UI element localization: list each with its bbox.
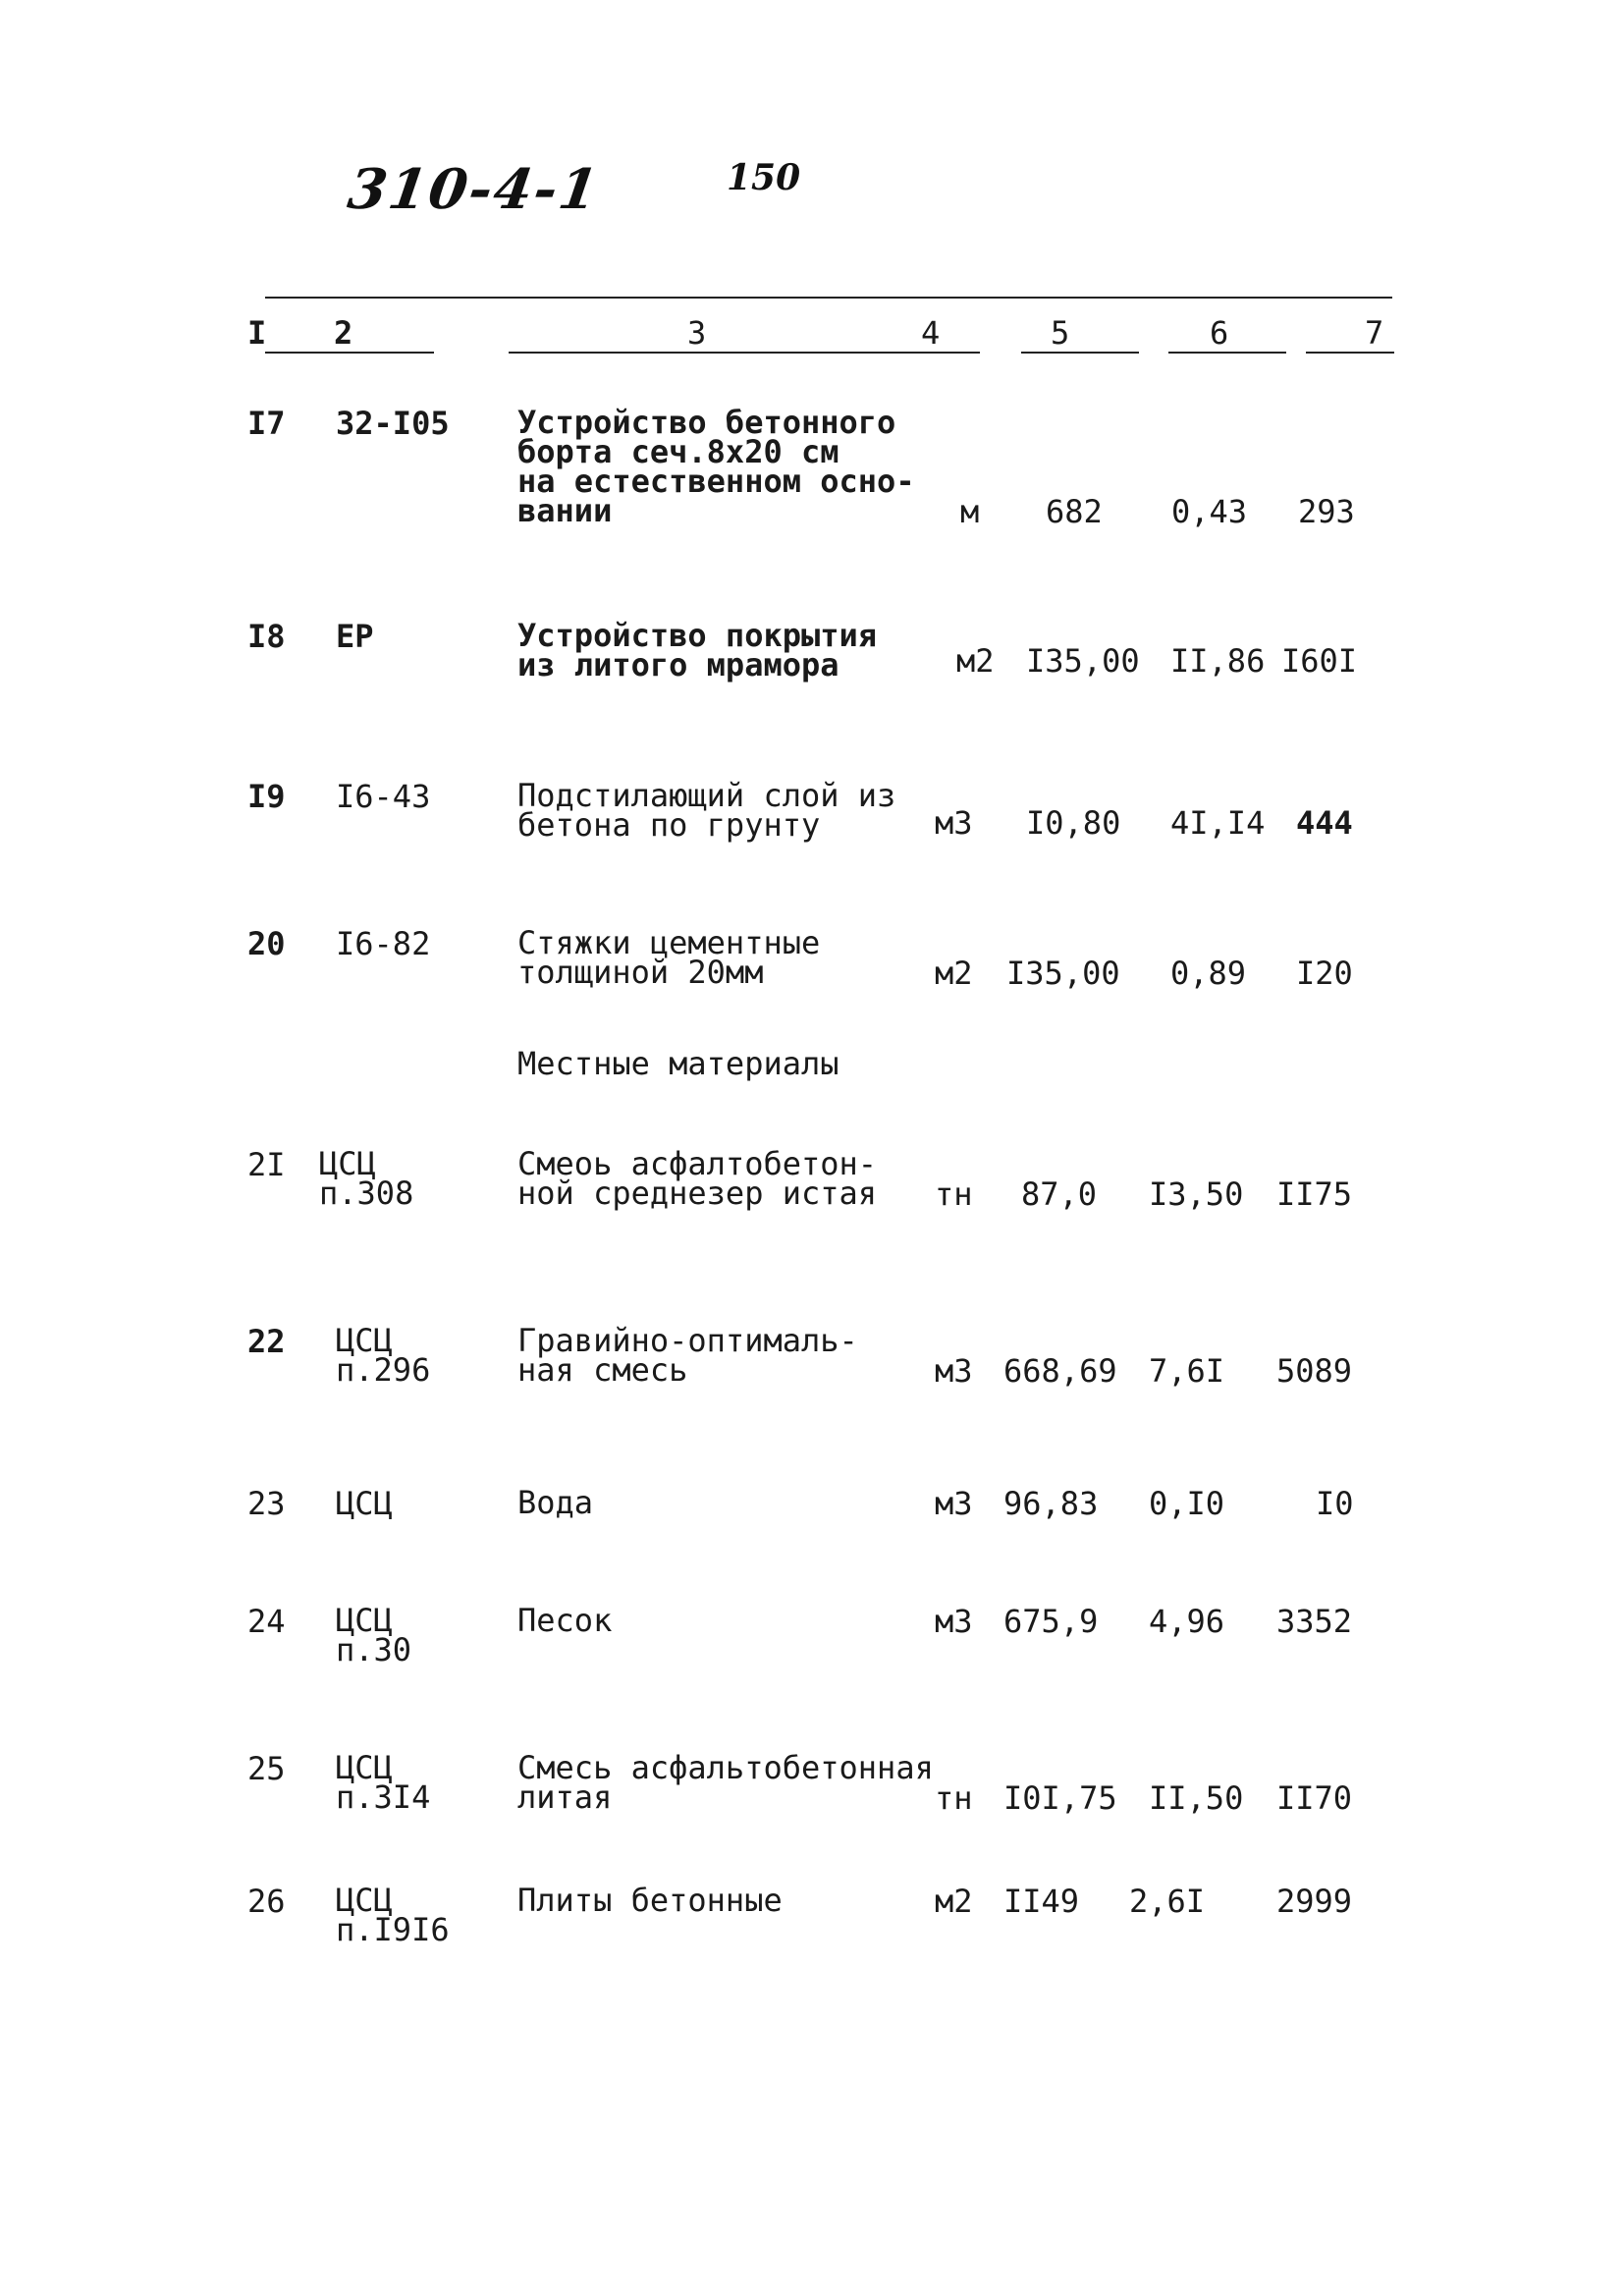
row-22-price: 7,6I: [1149, 1352, 1225, 1390]
row-21-number: 2I: [247, 1146, 286, 1183]
header-underline-col6: [1168, 352, 1286, 354]
row-23-code: ЦСЦ: [336, 1485, 393, 1522]
row-22-total: 5089: [1276, 1352, 1353, 1390]
row-19-price: 4I,I4: [1170, 804, 1266, 842]
row-19-number: I9: [247, 778, 286, 815]
row-20-price: 0,89: [1170, 955, 1247, 992]
row-22-unit: м3: [935, 1352, 973, 1390]
row-24-price: 4,96: [1149, 1603, 1225, 1640]
col-header-6: 6: [1210, 314, 1229, 352]
table-top-rule: [265, 297, 1392, 299]
row-22-quantity: 668,69: [1003, 1352, 1117, 1390]
row-20-code: I6-82: [336, 925, 431, 962]
row-24-total: 3352: [1276, 1603, 1353, 1640]
col-header-2: 2: [334, 314, 353, 352]
header-underline-col5: [1021, 352, 1139, 354]
row-26-total: 2999: [1276, 1883, 1353, 1920]
row-21-quantity: 87,0: [1021, 1175, 1098, 1213]
row-18-unit: м2: [956, 642, 995, 680]
row-26-code: ЦСЦ п.I9I6: [336, 1882, 450, 1948]
header-underline-col3: [509, 352, 911, 354]
row-19-description: Подстилающий слой из бетона по грунту: [517, 777, 896, 844]
row-20-description: Стяжки цементные толщиной 20мм: [517, 924, 821, 991]
row-24-description: Песок: [517, 1602, 613, 1639]
row-17-description: Устройство бетонного борта сеч.8х20 см на естественном осно- вании: [517, 404, 915, 529]
row-18-price: II,86: [1170, 642, 1266, 680]
row-23-number: 23: [247, 1485, 286, 1522]
col-header-5: 5: [1051, 314, 1070, 352]
row-17-number: I7: [247, 405, 286, 442]
row-21-price: I3,50: [1149, 1175, 1244, 1213]
row-26-number: 26: [247, 1883, 286, 1920]
row-25-unit: тн: [935, 1779, 973, 1817]
row-25-number: 25: [247, 1750, 286, 1787]
row-19-quantity: I0,80: [1026, 804, 1121, 842]
header-underline-col1: [265, 352, 324, 354]
row-22-description: Гравийно-оптималь- ная смесь: [517, 1322, 858, 1389]
row-18-number: I8: [247, 618, 286, 655]
section-title: Местные материалы: [517, 1045, 839, 1082]
row-18-description: Устройство покрытия из литого мрамора: [517, 617, 878, 683]
row-23-description: Вода: [517, 1484, 594, 1521]
row-17-code: 32-I05: [336, 405, 450, 442]
row-20-unit: м2: [935, 955, 973, 992]
col-header-7: 7: [1365, 314, 1384, 352]
row-23-unit: м3: [935, 1485, 973, 1522]
row-22-number: 22: [247, 1323, 286, 1360]
row-25-price: II,50: [1149, 1779, 1244, 1817]
row-24-quantity: 675,9: [1003, 1603, 1099, 1640]
row-19-code: I6-43: [336, 778, 431, 815]
row-21-code: ЦСЦ п.308: [319, 1145, 414, 1212]
header-underline-col7: [1306, 352, 1394, 354]
col-header-4: 4: [921, 314, 941, 352]
page-number: 150: [727, 157, 801, 198]
row-17-unit: м: [960, 493, 980, 530]
row-26-description: Плиты бетонные: [517, 1882, 783, 1919]
row-23-price: 0,I0: [1149, 1485, 1225, 1522]
row-23-quantity: 96,83: [1003, 1485, 1099, 1522]
row-19-unit: м3: [935, 804, 973, 842]
header-underline-col2: [324, 352, 434, 354]
col-header-3: 3: [687, 314, 707, 352]
row-26-price: 2,6I: [1129, 1883, 1206, 1920]
row-20-quantity: I35,00: [1006, 955, 1120, 992]
row-21-unit: тн: [935, 1175, 973, 1213]
row-21-description: Смеоь асфалтобетон- ной среднезер истая: [517, 1145, 878, 1212]
row-21-total: II75: [1276, 1175, 1353, 1213]
row-24-unit: м3: [935, 1603, 973, 1640]
row-17-price: 0,43: [1171, 493, 1248, 530]
col-header-1: I: [247, 314, 267, 352]
row-25-quantity: I0I,75: [1003, 1779, 1117, 1817]
row-18-quantity: I35,00: [1026, 642, 1140, 680]
row-19-total: 444: [1296, 804, 1353, 842]
row-18-total: I60I: [1281, 642, 1358, 680]
row-18-code: ЕР: [336, 618, 374, 655]
row-26-quantity: II49: [1003, 1883, 1080, 1920]
row-17-quantity: 682: [1046, 493, 1103, 530]
row-24-number: 24: [247, 1603, 286, 1640]
row-17-total: 293: [1298, 493, 1355, 530]
row-20-total: I20: [1296, 955, 1353, 992]
document-code: 310-4-1: [344, 157, 604, 222]
row-22-code: ЦСЦ п.296: [336, 1322, 431, 1389]
row-25-total: II70: [1276, 1779, 1353, 1817]
row-26-unit: м2: [935, 1883, 973, 1920]
row-25-description: Смесь асфальтобетонная литая: [517, 1749, 934, 1816]
row-20-number: 20: [247, 925, 286, 962]
row-23-total: I0: [1316, 1485, 1354, 1522]
header-underline-col4: [911, 352, 980, 354]
row-24-code: ЦСЦ п.30: [336, 1602, 412, 1668]
row-25-code: ЦСЦ п.3I4: [336, 1749, 431, 1816]
